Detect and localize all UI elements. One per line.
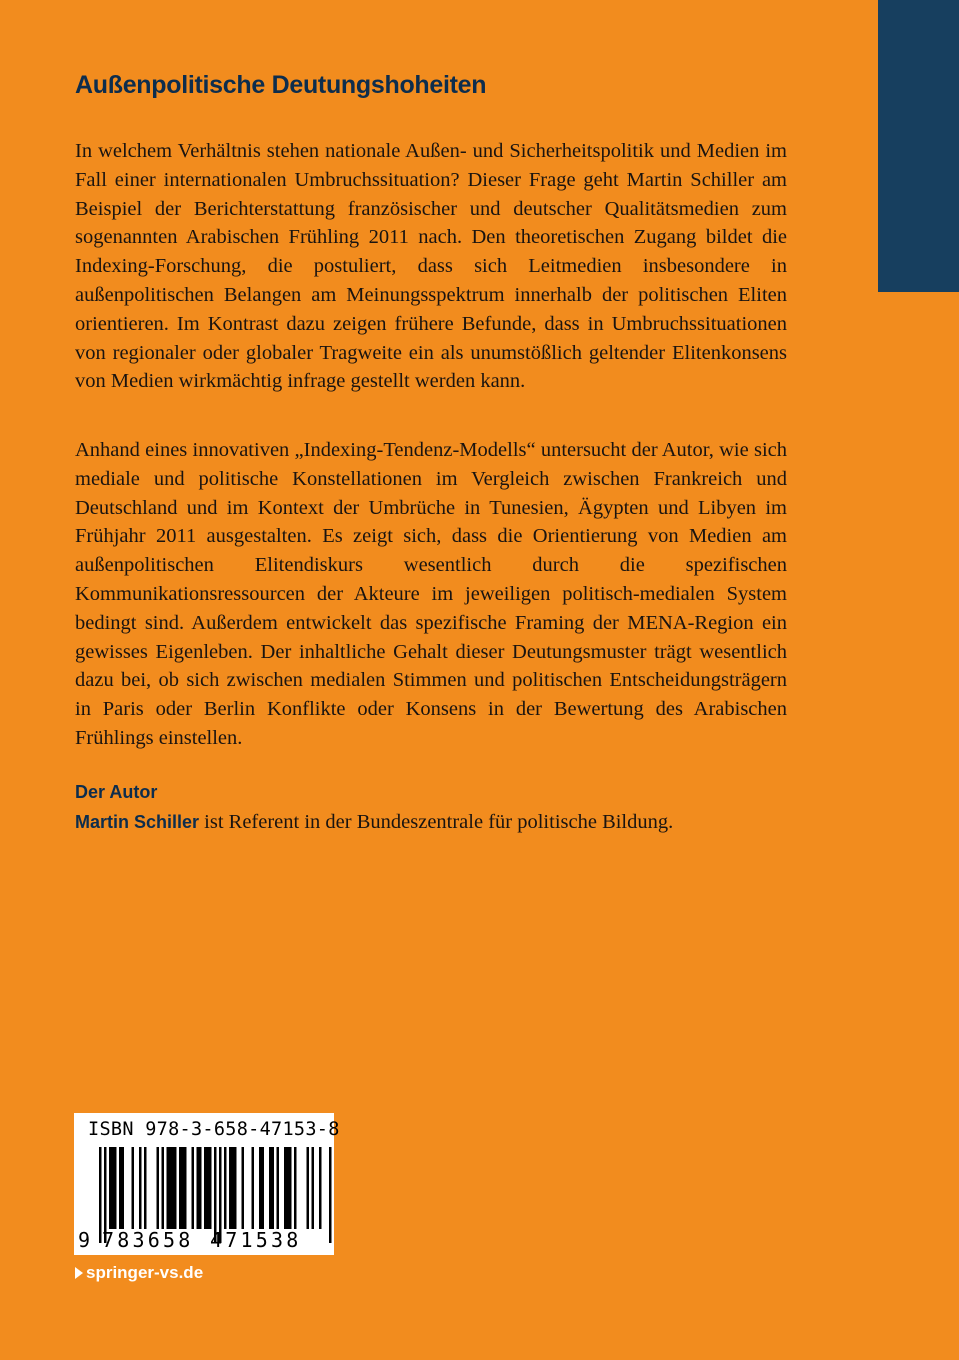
barcode-bar [157, 1147, 160, 1229]
barcode-bar [192, 1147, 195, 1229]
barcode-bar [252, 1147, 255, 1229]
author-heading: Der Autor [75, 782, 158, 802]
barcode-bar [242, 1147, 245, 1229]
barcode-guard-bar [329, 1147, 332, 1243]
barcode-bar [109, 1147, 117, 1229]
barcode-bar [319, 1147, 322, 1229]
ean-right-digits: 471538 [210, 1228, 302, 1252]
author-bio-text: ist Referent in der Bundeszentrale für politische Bildung. [199, 811, 674, 833]
barcode-bar [269, 1147, 274, 1229]
author-bio [75, 808, 673, 836]
publisher-url: springer-vs.de [86, 1263, 204, 1282]
ean-first-digit: 9 [78, 1228, 91, 1252]
barcode-bar [259, 1147, 264, 1229]
barcode-bar [224, 1147, 227, 1229]
barcode-bar [204, 1147, 212, 1229]
barcode-bar [132, 1147, 135, 1229]
spine-color-tab [878, 0, 959, 292]
blurb-paragraph-1: In welchem Verhältnis stehen nationale Außen- und Sicherheitspolitik und Medien im Fall einer internationalen Umbruchssituation? Dieser Frage geht Martin Schiller am Beispiel der Berichterstattung französischer und deutscher Qualitätsmedien zum sogenannten Arabischen Frühling 2011 nach. Den theoretischen Zugang bildet die Indexing-Forschung, die postuliert, dass sich Leitmedien insbesondere in außenpolitischen Belangen am Meinungsspektrum innerhalb der politischen Eliten orientieren. Im Kontrast dazu zeigen frühere Befunde, dass in Umbruchssituationen von regionaler oder globaler Tragweite ein als unumstößlich geltender Elitenkonsens von Medien wirkmächtig infrage gestellt werden kann. [75, 140, 787, 393]
arrow-right-icon [75, 1267, 83, 1279]
barcode-bar [277, 1147, 280, 1229]
blurb-paragraph-2: Anhand eines innovativen „Indexing-Tendenz-Modells“ untersucht der Autor, wie sich mediale und politische Konstellationen im Vergleich zwischen Frankreich und Deutschland und im Kontext der Umbrüche in Tunesien, Ägypten und Libyen im Frühjahr 2011 ausgestalten. Es zeigt sich, dass die Orientierung von Medien am außenpolitischen Elitendiskurs wesentlich durch die spezifischen Kommunikationsressourcen der Akteure im jeweiligen politisch-medialen System bedingt sind. Außerdem entwickelt das spezifische Framing der MENA-Region ein gewisses Eigenleben. Der inhaltliche Gehalt dieser Deutungsmuster trägt wesentlich dazu bei, ob sich zwischen medialen Stimmen und politischen Entscheidungsträgern in Paris oder Berlin Konflikte oder Konsens in der Bewertung des Arabischen Frühlings einstellen. [75, 439, 787, 749]
barcode-bar [197, 1147, 202, 1229]
barcode-bar [162, 1147, 165, 1229]
ean-left-digits: 783658 [102, 1228, 194, 1252]
isbn-number: ISBN 978-3-658-47153-8 [88, 1119, 340, 1140]
isbn-barcode [74, 1113, 340, 1255]
barcode-bar [312, 1147, 315, 1229]
barcode-bar [139, 1147, 142, 1229]
barcode-bar [144, 1147, 147, 1229]
book-title: Außenpolitische Deutungshoheiten [75, 71, 487, 99]
barcode-bar [284, 1147, 292, 1229]
barcode-bar [307, 1147, 310, 1229]
barcode-bar [294, 1147, 297, 1229]
publisher-link[interactable] [75, 1263, 203, 1283]
barcode-bar [179, 1147, 187, 1229]
author-name: Martin Schiller [75, 812, 200, 832]
barcode-bar [229, 1147, 237, 1229]
barcode-bar [167, 1147, 177, 1229]
barcode-bar [119, 1147, 124, 1229]
